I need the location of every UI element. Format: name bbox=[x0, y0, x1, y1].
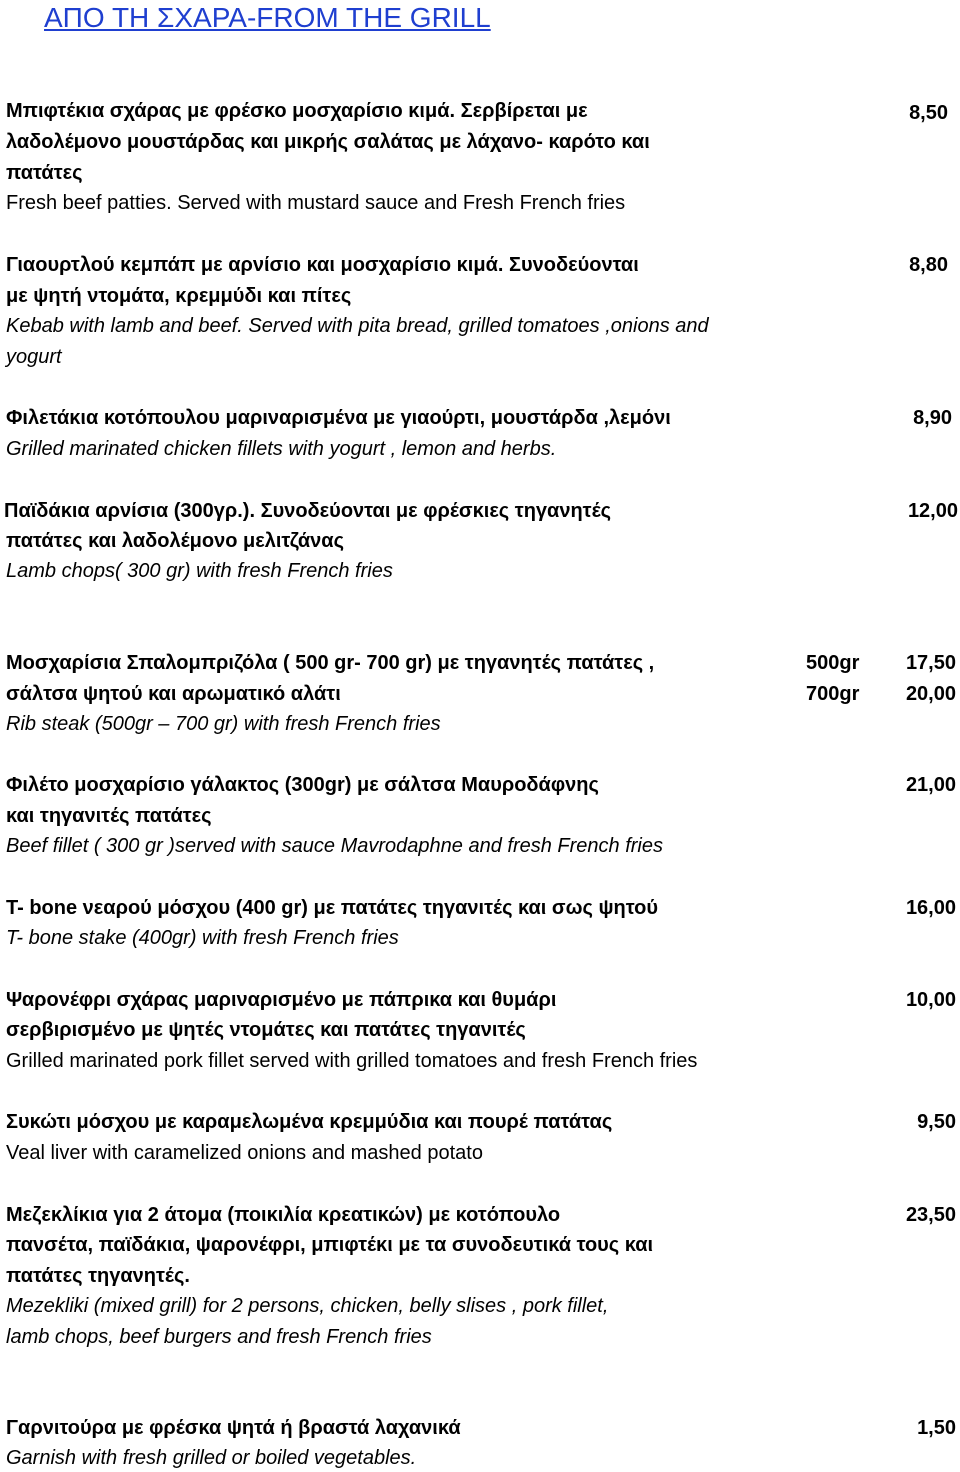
item-4-english-line-0: Rib steak (500gr – 700 gr) with fresh French fries bbox=[6, 713, 441, 735]
item-6-greek-line-0: T- bone νεαρού μόσχου (400 gr) με πατάτες τηγανιτές και σως ψητού bbox=[6, 897, 658, 919]
item-9-greek-line-2: πατάτες τηγανητές. bbox=[6, 1265, 190, 1287]
item-10-price: 1,50 bbox=[917, 1417, 956, 1439]
item-5-greek-line-1: και τηγανιτές πατάτες bbox=[6, 805, 212, 827]
item-4-weight-1: 700gr bbox=[806, 683, 860, 705]
item-0-greek-line-0: Μπιφτέκια σχάρας με φρέσκο μοσχαρίσιο κιμά. Σερβίρεται με bbox=[6, 100, 588, 122]
item-10-english-line-0: Garnish with fresh grilled or boiled vegetables. bbox=[6, 1447, 417, 1469]
item-7-english-line-0: Grilled marinated pork fillet served with grilled tomatoes and fresh French fries bbox=[6, 1050, 698, 1072]
item-8-english-line-0: Veal liver with caramelized onions and mashed potato bbox=[6, 1142, 483, 1164]
item-1-english-line-1: yogurt bbox=[6, 346, 62, 368]
item-0-price: 8,50 bbox=[909, 102, 948, 124]
item-5-price: 21,00 bbox=[905, 774, 956, 796]
item-1-english-line-0: Kebab with lamb and beef. Served with pita bread, grilled tomatoes ,onions and bbox=[6, 315, 709, 337]
item-7-greek-line-0: Ψαρονέφρι σχάρας μαριναρισμένο με πάπρικα και θυμάρι bbox=[6, 989, 557, 1011]
item-9-english-line-0: Mezekliki (mixed grill) for 2 persons, chicken, belly slises , pork fillet, bbox=[6, 1295, 609, 1317]
item-4-price-1: 20,00 bbox=[905, 683, 956, 705]
item-7-greek-line-1: σερβιρισμένο με ψητές ντομάτες και πατάτες τηγανιτές bbox=[6, 1019, 526, 1041]
item-4-weight-0: 500gr bbox=[806, 652, 860, 674]
item-2-greek-line-0: Φιλετάκια κοτόπουλου μαριναρισμένα με γιαούρτι, μουστάρδα ,λεμόνι bbox=[6, 407, 671, 429]
page-title: ΑΠΟ ΤΗ ΣΧΑΡΑ-FROM THE GRILL bbox=[44, 2, 491, 33]
item-1-price: 8,80 bbox=[909, 254, 948, 276]
item-0-english-line-0: Fresh beef patties. Served with mustard sauce and Fresh French fries bbox=[6, 192, 626, 214]
item-6-english-line-0: T- bone stake (400gr) with fresh French fries bbox=[6, 927, 399, 949]
item-1-greek-line-1: με ψητή ντομάτα, κρεμμύδι και πίτες bbox=[6, 285, 352, 307]
item-9-price: 23,50 bbox=[905, 1204, 956, 1226]
item-7-price: 10,00 bbox=[905, 989, 956, 1011]
item-1-greek-line-0: Γιαουρτλού κεμπάπ με αρνίσιο και μοσχαρίσιο κιμά. Συνοδεύονται bbox=[6, 254, 639, 276]
item-4-greek-line-1: σάλτσα ψητού και αρωματικό αλάτι bbox=[6, 683, 341, 705]
item-3-english-line-0: Lamb chops( 300 gr) with fresh French fries bbox=[6, 560, 393, 582]
item-0-greek-line-2: πατάτες bbox=[6, 162, 83, 184]
item-8-price: 9,50 bbox=[917, 1111, 956, 1133]
item-6-price: 16,00 bbox=[905, 897, 956, 919]
item-9-greek-line-0: Μεζεκλίκια για 2 άτομα (ποικιλία κρεατικών) με κοτόπουλο bbox=[6, 1204, 561, 1226]
item-0-greek-line-1: λαδολέμονο μουστάρδας και μικρής σαλάτας με λάχανο- καρότο και bbox=[6, 131, 650, 153]
item-3-price: 12,00 bbox=[907, 500, 958, 522]
item-4-greek-line-0: Μοσχαρίσια Σπαλομπριζόλα ( 500 gr- 700 gr) με τηγανητές πατάτες , bbox=[6, 652, 655, 674]
item-4-price-0: 17,50 bbox=[905, 652, 956, 674]
item-5-english-line-0: Beef fillet ( 300 gr )served with sauce Mavrodaphne and fresh French fries bbox=[6, 835, 663, 857]
item-8-greek-line-0: Συκώτι μόσχου με καραμελωμένα κρεμμύδια και πουρέ πατάτας bbox=[6, 1111, 613, 1133]
item-3-greek-line-1: πατάτες και λαδολέμονο μελιτζάνας bbox=[6, 530, 344, 552]
item-3-greek-line-0: Παϊδάκια αρνίσια (300γρ.). Συνοδεύονται με φρέσκιες τηγανητές bbox=[4, 500, 612, 522]
item-2-english-line-0: Grilled marinated chicken fillets with yogurt , lemon and herbs. bbox=[6, 438, 557, 460]
item-9-greek-line-1: πανσέτα, παϊδάκια, ψαρονέφρι, μπιφτέκι με τα συνοδευτικά τους και bbox=[6, 1234, 654, 1256]
item-9-english-line-1: lamb chops, beef burgers and fresh French fries bbox=[6, 1326, 432, 1348]
item-10-greek-line-0: Γαρνιτούρα με φρέσκα ψητά ή βραστά λαχανικά bbox=[6, 1417, 461, 1439]
item-2-price: 8,90 bbox=[913, 407, 952, 429]
item-5-greek-line-0: Φιλέτο μοσχαρίσιο γάλακτος (300gr) με σάλτσα Μαυροδάφνης bbox=[6, 774, 599, 796]
